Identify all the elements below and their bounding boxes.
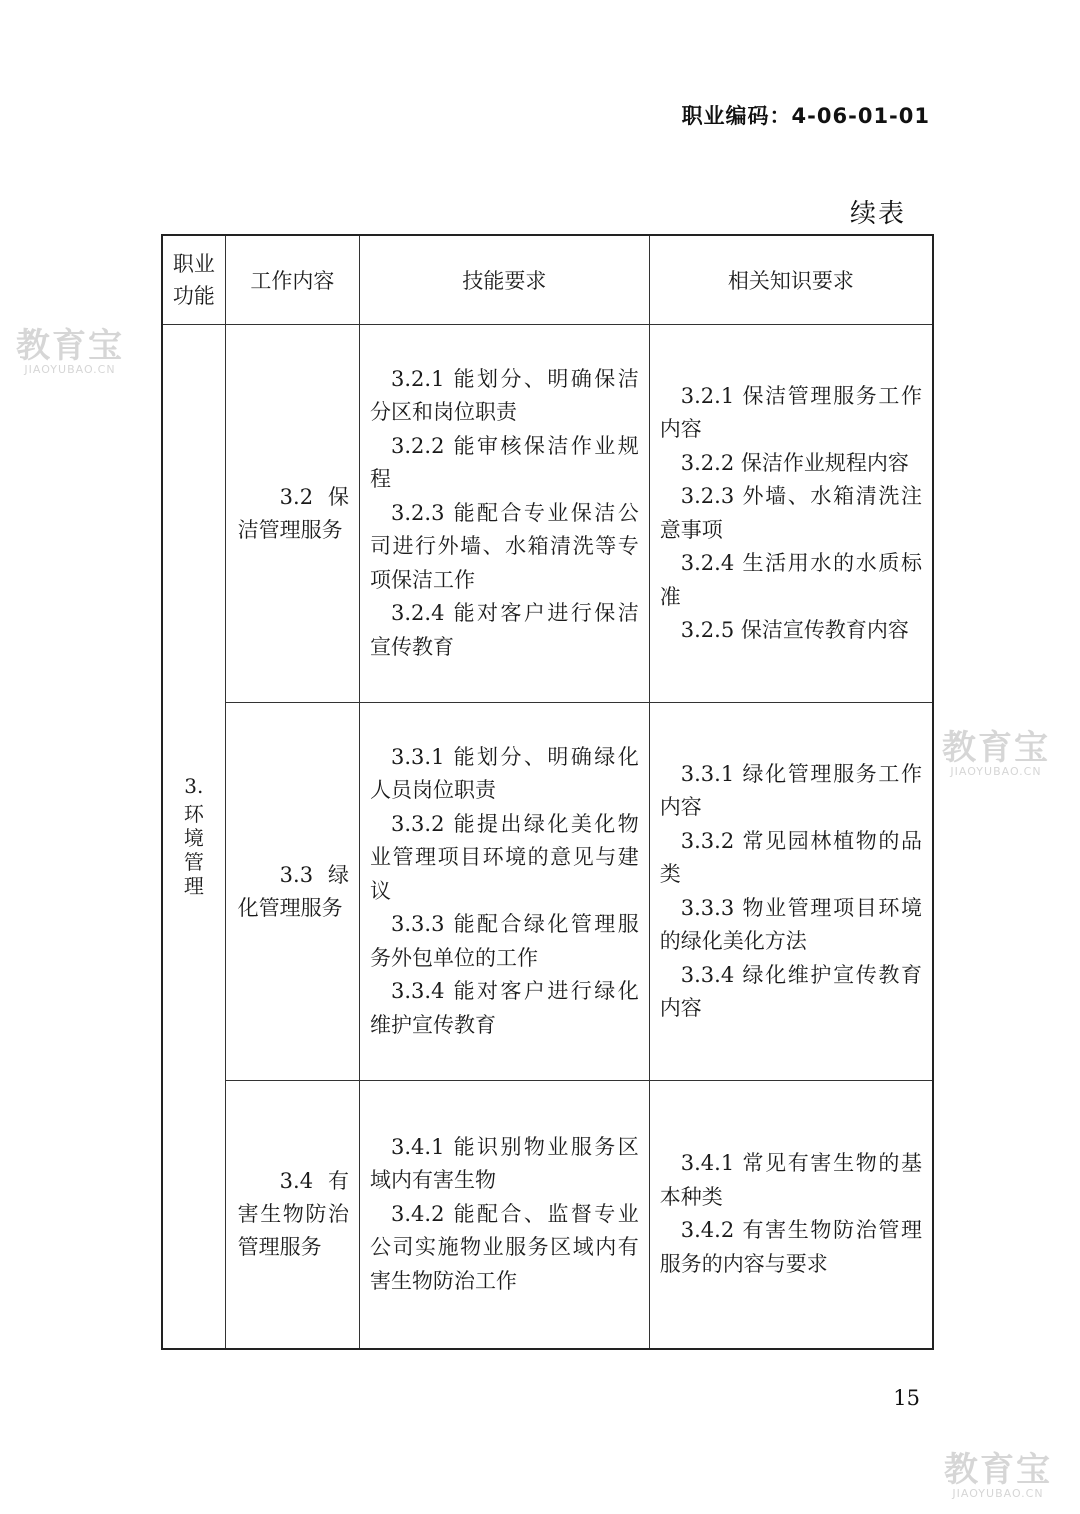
skill-item: 3.4.1 能识别物业服务区域内有害生物 bbox=[370, 1134, 639, 1192]
skill-item: 3.3.2 能提出绿化美化物业管理项目环境的意见与建议 bbox=[370, 811, 639, 903]
knowledge-item: 3.2.2 保洁作业规程内容 bbox=[680, 450, 909, 475]
work-cell: 3.2 保洁管理服务 bbox=[225, 325, 359, 703]
knowledge-cell bbox=[649, 703, 933, 1081]
skill-item: 3.3.3 能配合绿化管理服务外包单位的工作 bbox=[370, 912, 639, 970]
knowledge-item: 3.4.2 有害生物防治管理服务的内容与要求 bbox=[659, 1218, 922, 1276]
work-cell: 3.4 有害生物防治管理服务 bbox=[225, 1081, 359, 1349]
table-continued-label: 续表 bbox=[849, 199, 906, 229]
skill-item: 3.2.3 能配合专业保洁公司进行外墙、水箱清洗等专项保洁工作 bbox=[370, 500, 639, 592]
table-row bbox=[162, 1081, 933, 1349]
knowledge-cell bbox=[649, 325, 933, 703]
skill-item: 3.2.1 能划分、明确保洁分区和岗位职责 bbox=[370, 366, 639, 425]
table-row bbox=[162, 703, 933, 1081]
watermark-name: 教育宝 bbox=[942, 728, 1050, 768]
skill-item: 3.4.2 能配合、监督专业公司实施物业服务区域内有害生物防治工作 bbox=[370, 1201, 639, 1293]
skill-item: 3.2.4 能对客户进行保洁宣传教育 bbox=[370, 601, 639, 659]
skill-item: 3.3.1 能划分、明确绿化人员岗位职责 bbox=[370, 744, 639, 803]
skill-item: 3.2.2 能审核保洁作业规程 bbox=[370, 433, 639, 492]
page-number: 15 bbox=[893, 1386, 920, 1410]
knowledge-item: 3.3.3 物业管理项目环境的绿化美化方法 bbox=[659, 895, 922, 953]
knowledge-item: 3.2.4 生活用水的水质标准 bbox=[659, 551, 922, 609]
watermark-domain: JIAOYUBAO.CN bbox=[950, 765, 1042, 778]
header-knowledge: 相关知识要求 bbox=[649, 235, 933, 325]
standard-table bbox=[161, 234, 934, 1350]
header-function: 职业功能 bbox=[162, 235, 225, 325]
header-skill: 技能要求 bbox=[360, 235, 650, 325]
watermark-logo bbox=[16, 328, 124, 376]
table-header-row bbox=[162, 235, 933, 325]
skill-cell bbox=[360, 1081, 650, 1349]
function-number: 3. bbox=[184, 774, 204, 799]
table-row bbox=[162, 325, 933, 703]
watermark-logo bbox=[944, 1452, 1052, 1500]
watermark-domain: JIAOYUBAO.CN bbox=[952, 1487, 1044, 1500]
knowledge-item: 3.2.1 保洁管理服务工作内容 bbox=[659, 383, 922, 441]
knowledge-item: 3.2.5 保洁宣传教育内容 bbox=[680, 618, 909, 642]
knowledge-item: 3.3.4 绿化维护宣传教育内容 bbox=[659, 962, 922, 1020]
knowledge-item: 3.3.2 常见园林植物的品类 bbox=[659, 828, 922, 886]
work-cell: 3.3 绿化管理服务 bbox=[225, 703, 359, 1081]
watermark-logo bbox=[942, 730, 1050, 778]
occupation-code: 职业编码：4-06-01-01 bbox=[681, 104, 930, 128]
header-work: 工作内容 bbox=[225, 235, 359, 325]
watermark-name: 教育宝 bbox=[944, 1450, 1052, 1490]
function-cell bbox=[162, 325, 225, 1349]
skill-item: 3.3.4 能对客户进行绿化维护宣传教育 bbox=[370, 979, 639, 1037]
function-name: 环境管理 bbox=[183, 802, 204, 899]
skill-cell bbox=[360, 325, 650, 703]
knowledge-item: 3.4.1 常见有害生物的基本种类 bbox=[659, 1151, 922, 1209]
watermark-name: 教育宝 bbox=[16, 326, 124, 366]
skill-cell bbox=[360, 703, 650, 1081]
knowledge-item: 3.3.1 绿化管理服务工作内容 bbox=[659, 761, 922, 819]
knowledge-item: 3.2.3 外墙、水箱清洗注意事项 bbox=[659, 484, 922, 542]
knowledge-cell bbox=[649, 1081, 933, 1349]
watermark-domain: JIAOYUBAO.CN bbox=[24, 363, 116, 376]
